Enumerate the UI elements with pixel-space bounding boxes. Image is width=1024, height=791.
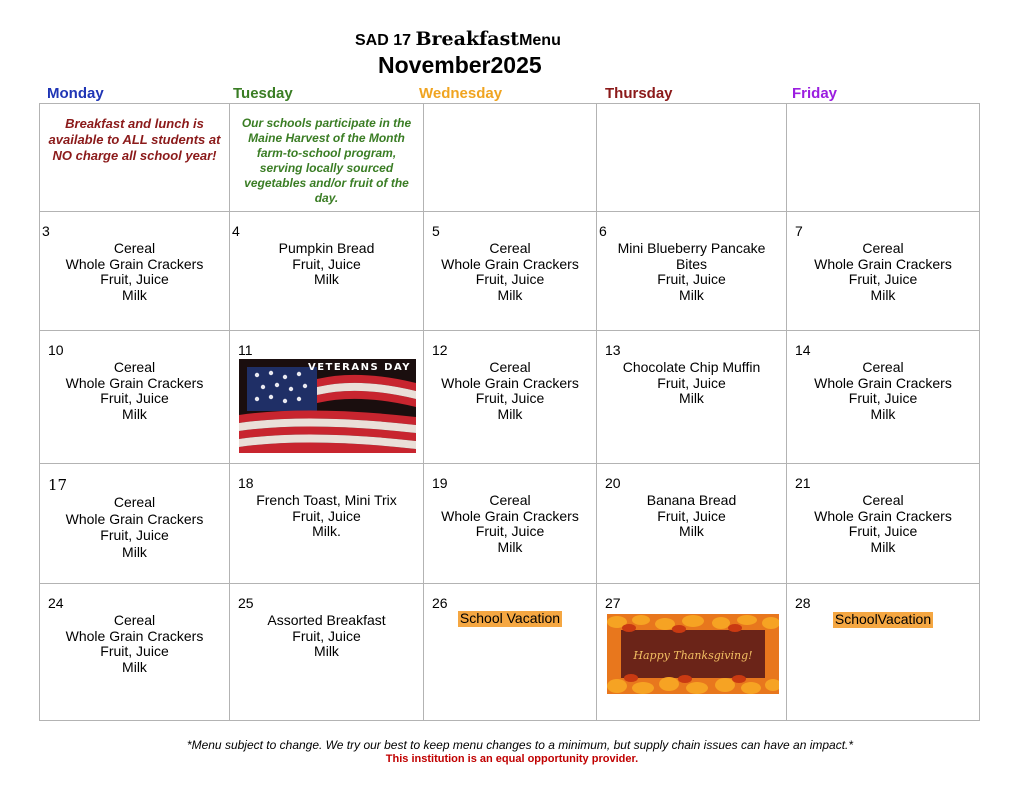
day-header-tuesday: Tuesday bbox=[233, 85, 293, 102]
empty-cell bbox=[597, 104, 787, 212]
menu-line: Milk bbox=[679, 523, 704, 539]
menu-line: Milk bbox=[314, 271, 339, 287]
day-header-monday: Monday bbox=[47, 85, 104, 102]
menu-line: Whole Grain Crackers bbox=[65, 627, 204, 644]
month-title: November2025 bbox=[378, 52, 542, 78]
day-header-friday: Friday bbox=[792, 85, 838, 102]
empty-cell bbox=[424, 104, 597, 212]
calendar-row-week4 bbox=[40, 584, 980, 721]
menu-items bbox=[424, 584, 596, 627]
menu-items bbox=[40, 331, 229, 422]
menu-disclaimer: *Menu subject to change. We try our best to keep menu changes to a minimum, but supply chain issues can have an impact.* bbox=[186, 738, 854, 752]
menu-items bbox=[787, 464, 979, 555]
menu-line: Whole Grain Crackers bbox=[814, 374, 952, 391]
day-cell bbox=[40, 331, 230, 464]
calendar-grid bbox=[39, 103, 980, 721]
day-cell bbox=[40, 212, 230, 331]
calendar-row-notes bbox=[40, 104, 980, 212]
menu-line: Fruit, Juice bbox=[657, 374, 726, 391]
day-cell bbox=[787, 331, 980, 464]
menu-line: Whole Grain Crackers bbox=[65, 255, 204, 272]
menu-title bbox=[355, 28, 561, 50]
date-number: 3 bbox=[42, 223, 50, 239]
menu-line: Fruit, Juice bbox=[292, 507, 361, 524]
date-number: 20 bbox=[605, 475, 621, 491]
date-number: 18 bbox=[238, 475, 254, 491]
menu-line: Fruit, Juice bbox=[100, 390, 169, 406]
menu-items bbox=[230, 584, 423, 660]
menu-line: Cereal bbox=[113, 494, 156, 510]
day-cell bbox=[597, 212, 787, 331]
day-cell bbox=[424, 464, 597, 584]
date-number: 24 bbox=[48, 595, 64, 611]
school-vacation-badge: SchoolVacation bbox=[834, 611, 932, 627]
menu-line: Cereal bbox=[113, 612, 156, 628]
date-number: 19 bbox=[432, 475, 448, 491]
menu-items bbox=[230, 212, 423, 288]
menu-line: Fruit, Juice bbox=[848, 523, 918, 539]
date-number: 5 bbox=[432, 223, 440, 239]
menu-items bbox=[424, 212, 596, 303]
menu-items bbox=[40, 464, 229, 560]
menu-items bbox=[424, 464, 596, 555]
free-meals-note: Breakfast and lunch is available to ALL students at NO charge all school year! bbox=[48, 116, 221, 163]
menu-line: Fruit, Juice bbox=[100, 271, 169, 287]
day-header-thursday: Thursday bbox=[605, 85, 673, 102]
menu-line: Milk bbox=[679, 390, 704, 406]
day-cell bbox=[597, 464, 787, 584]
menu-line: Cereal bbox=[862, 492, 904, 508]
day-cell bbox=[40, 584, 230, 721]
day-cell bbox=[597, 584, 787, 721]
menu-line: Pumpkin Bread bbox=[278, 240, 375, 256]
menu-line: Milk bbox=[679, 286, 704, 303]
menu-line: Milk bbox=[497, 405, 523, 422]
menu-line: Whole Grain Crackers bbox=[65, 510, 204, 527]
menu-line: Cereal bbox=[862, 359, 904, 375]
menu-line: Whole Grain Crackers bbox=[441, 374, 579, 391]
date-number: 13 bbox=[605, 342, 621, 358]
menu-line: Mini Blueberry Pancake bbox=[617, 240, 766, 256]
menu-line: Bites bbox=[675, 255, 708, 272]
menu-line: Milk. bbox=[312, 523, 341, 539]
menu-line: Cereal bbox=[489, 492, 531, 508]
title-breakfast: Breakfast bbox=[415, 28, 520, 50]
menu-line: Cereal bbox=[862, 240, 904, 256]
menu-line: Cereal bbox=[489, 359, 531, 375]
menu-line: Milk bbox=[122, 405, 147, 422]
menu-line: Whole Grain Crackers bbox=[814, 507, 952, 524]
menu-line: Fruit, Juice bbox=[292, 627, 361, 644]
date-number: 14 bbox=[795, 342, 811, 358]
school-vacation-badge: School Vacation bbox=[459, 610, 561, 626]
menu-line: Milk bbox=[314, 643, 339, 659]
date-number: 25 bbox=[238, 595, 254, 611]
calendar-row-week2 bbox=[40, 331, 980, 464]
day-cell bbox=[230, 212, 424, 331]
menu-line: Fruit, Juice bbox=[657, 507, 726, 524]
menu-line: Fruit, Juice bbox=[848, 271, 918, 287]
menu-line: Milk bbox=[870, 286, 896, 303]
date-number: 6 bbox=[599, 223, 607, 239]
menu-items bbox=[230, 464, 423, 540]
date-number: 10 bbox=[48, 342, 64, 358]
menu-items bbox=[597, 464, 786, 540]
menu-line: Milk bbox=[497, 286, 523, 303]
day-cell bbox=[424, 584, 597, 721]
menu-items bbox=[787, 212, 979, 303]
date-number: 7 bbox=[795, 223, 803, 239]
menu-line: Cereal bbox=[489, 240, 531, 256]
menu-items bbox=[787, 584, 979, 628]
calendar-row-week3 bbox=[40, 464, 980, 584]
note-cell-tuesday bbox=[230, 104, 424, 212]
menu-line: Cereal bbox=[113, 359, 156, 375]
menu-line: Whole Grain Crackers bbox=[814, 255, 952, 272]
thanksgiving-label: Happy Thanksgiving! bbox=[633, 649, 753, 662]
day-cell bbox=[424, 331, 597, 464]
menu-line: Fruit, Juice bbox=[475, 523, 545, 539]
day-cell bbox=[40, 464, 230, 584]
menu-line: Fruit, Juice bbox=[100, 643, 169, 659]
menu-line: Banana Bread bbox=[646, 492, 737, 508]
veterans-day-label: VETERANS DAY bbox=[307, 362, 411, 373]
menu-line: Whole Grain Crackers bbox=[65, 374, 204, 391]
menu-line: Fruit, Juice bbox=[475, 390, 545, 406]
veterans-day-image bbox=[239, 359, 416, 453]
menu-line: Milk bbox=[122, 543, 147, 560]
menu-line: Milk bbox=[497, 538, 523, 555]
day-cell bbox=[787, 464, 980, 584]
menu-line: Cereal bbox=[113, 240, 156, 256]
date-number: 17 bbox=[48, 476, 68, 494]
menu-line: Fruit, Juice bbox=[100, 527, 169, 543]
date-number: 21 bbox=[795, 475, 811, 491]
note-cell-monday bbox=[40, 104, 230, 212]
day-header-wednesday: Wednesday bbox=[419, 85, 503, 102]
menu-items bbox=[597, 331, 786, 407]
date-number: 26 bbox=[432, 595, 448, 611]
title-prefix: SAD 17 bbox=[355, 32, 412, 49]
day-cell bbox=[230, 331, 424, 464]
menu-items bbox=[597, 212, 786, 303]
menu-line: French Toast, Mini Trix bbox=[256, 492, 397, 508]
menu-line: Whole Grain Crackers bbox=[441, 507, 579, 524]
menu-items bbox=[424, 331, 596, 422]
menu-line: Fruit, Juice bbox=[657, 271, 726, 287]
title-suffix: Menu bbox=[519, 32, 561, 49]
menu-line: Assorted Breakfast bbox=[267, 612, 386, 628]
menu-line: Milk bbox=[122, 286, 147, 303]
day-cell bbox=[597, 331, 787, 464]
harvest-note: Our schools participate in the Maine Harvest of the Month farm-to-school program, serving locally sourced vegetables and/or fruit of the day. bbox=[241, 116, 412, 205]
date-number: 27 bbox=[605, 595, 621, 611]
equal-opportunity-statement: This institution is an equal opportunity provider. bbox=[385, 753, 639, 765]
thanksgiving-image bbox=[607, 614, 779, 694]
menu-line: Whole Grain Crackers bbox=[441, 255, 579, 272]
day-cell bbox=[230, 584, 424, 721]
menu-line: Milk bbox=[870, 538, 896, 555]
menu-line: Chocolate Chip Muffin bbox=[622, 359, 761, 375]
menu-items bbox=[787, 331, 979, 422]
date-number: 12 bbox=[432, 342, 448, 358]
menu-line: Fruit, Juice bbox=[475, 271, 545, 287]
menu-items bbox=[40, 212, 229, 303]
menu-line: Milk bbox=[870, 405, 896, 422]
day-cell bbox=[424, 212, 597, 331]
day-cell bbox=[787, 212, 980, 331]
menu-line: Fruit, Juice bbox=[848, 390, 918, 406]
menu-line: Fruit, Juice bbox=[292, 255, 361, 272]
menu-items bbox=[40, 584, 229, 675]
day-cell bbox=[230, 464, 424, 584]
date-number: 11 bbox=[238, 342, 253, 358]
empty-cell bbox=[787, 104, 980, 212]
date-number: 28 bbox=[795, 595, 811, 611]
menu-line: Milk bbox=[122, 658, 147, 675]
day-cell bbox=[787, 584, 980, 721]
date-number: 4 bbox=[232, 223, 240, 239]
calendar-row-week1 bbox=[40, 212, 980, 331]
